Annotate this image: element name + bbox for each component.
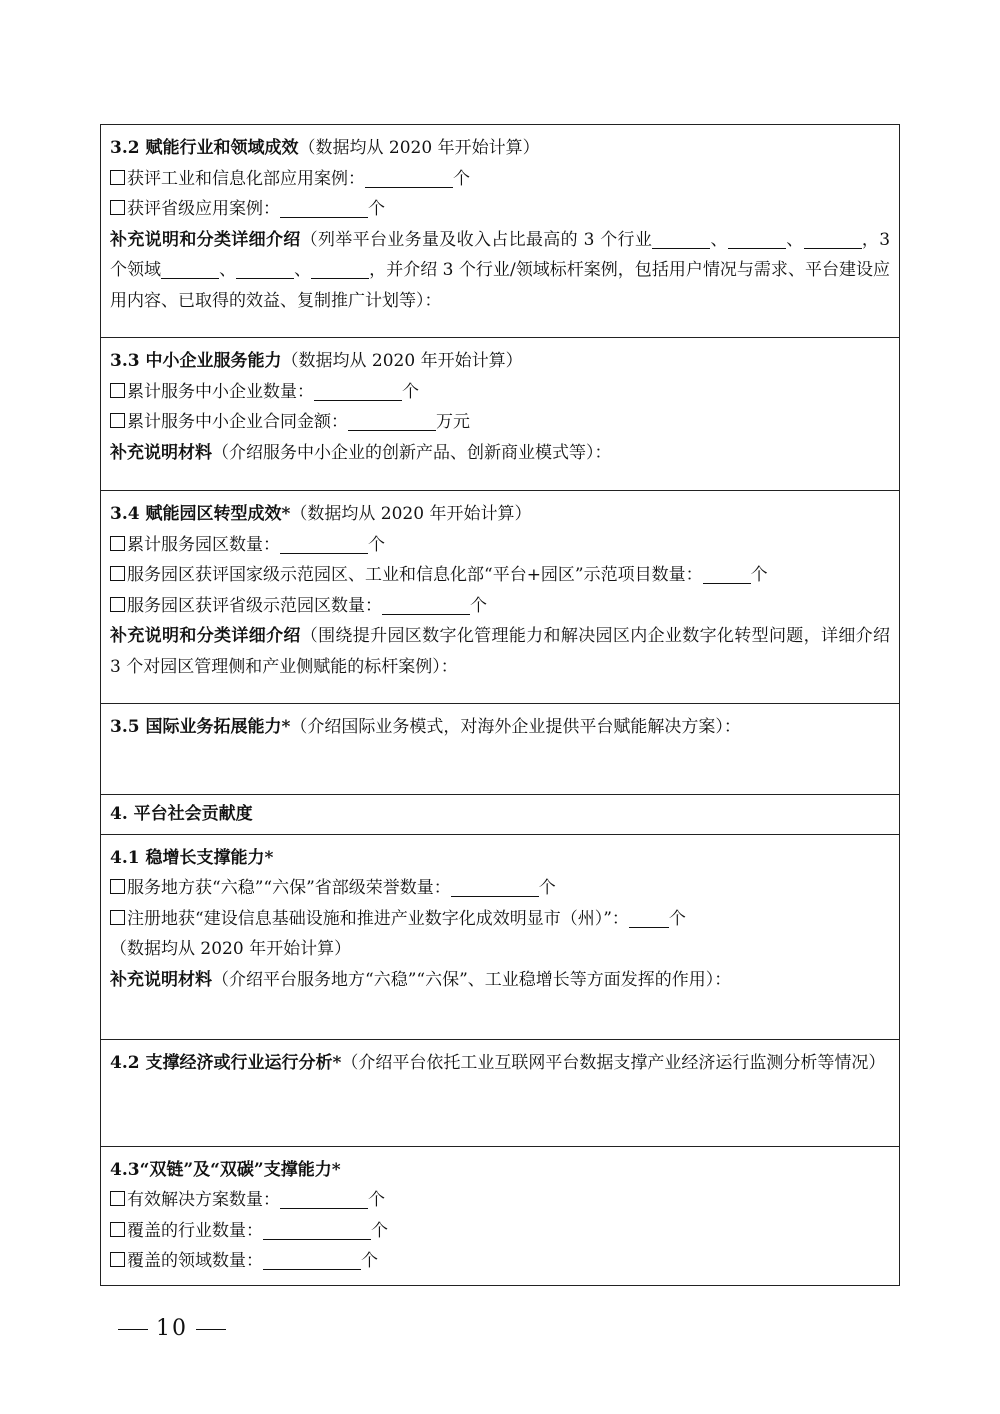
section-4-1-item-1: 服务地方获“六稳”“六保”省部级荣誉数量： 个 [110,873,890,904]
section-3-4-item-2: 服务园区获评国家级示范园区、工业和信息化部“平台+园区”示范项目数量： 个 [110,560,890,591]
section-3-2-note: （数据均从 2020 年开始计算） [298,138,540,158]
checkbox[interactable] [110,1252,125,1267]
checkbox[interactable] [110,1222,125,1237]
section-3-4-supplement: 补充说明和分类详细介绍（围绕提升园区数字化管理能力和解决园区内企业数字化转型问题，详细介绍 3 个对园区管理侧和产业侧赋能的标杆案例）： [110,626,890,677]
section-4-3-item-1: 有效解决方案数量： 个 [110,1185,890,1216]
section-4-1-row [101,834,900,1039]
section-4-1-note: （数据均从 2020 年开始计算） [110,939,352,959]
section-4-3-heading: 4.3“双链”及“双碳”支撑能力* [110,1159,341,1180]
section-3-5-text: （介绍国际业务模式，对海外企业提供平台赋能解决方案）： [290,717,741,737]
section-4-3-item-2: 覆盖的行业数量： 个 [110,1216,890,1247]
section-4-cell [101,795,900,835]
section-3-2-item-2: 获评省级应用案例： 个 [110,194,890,225]
checkbox[interactable] [110,910,125,925]
fill-blank[interactable] [652,228,710,249]
section-3-3-row [101,338,900,491]
section-3-4-cell [101,491,900,704]
fill-blank[interactable] [280,1188,368,1209]
section-4-1-supplement: 补充说明材料（介绍平台服务地方“六稳”“六保”、工业稳增长等方面发挥的作用）： [110,969,732,990]
section-3-2-item-1: 获评工业和信息化部应用案例： 个 [110,164,890,195]
section-3-3-item-1: 累计服务中小企业数量： 个 [110,377,890,408]
section-4-row [101,795,900,835]
section-4-2-heading: 4.2 支撑经济或行业运行分析* [110,1052,342,1073]
checkbox[interactable] [110,383,125,398]
section-3-2-heading: 3.2 赋能行业和领域成效 [110,138,299,158]
section-4-heading: 4. 平台社会贡献度 [110,804,253,824]
section-3-5-cell [101,704,900,795]
dash-left [118,1329,148,1330]
fill-blank[interactable] [382,594,470,615]
checkbox[interactable] [110,597,125,612]
section-4-2-cell [101,1039,900,1146]
page-footer [110,1316,234,1341]
section-4-2-row [101,1039,900,1146]
section-3-4-note: （数据均从 2020 年开始计算） [290,504,532,524]
application-form-table [100,124,900,1286]
section-3-4-item-1: 累计服务园区数量： 个 [110,530,890,561]
section-4-3-cell [101,1146,900,1285]
section-3-3-supplement: 补充说明材料（介绍服务中小企业的创新产品、创新商业模式等）： [110,442,612,463]
checkbox[interactable] [110,1191,125,1206]
section-4-1-item-2: 注册地获“建设信息基础设施和推进产业数字化成效明显市（州）”： 个 [110,904,890,935]
fill-blank[interactable] [348,410,436,431]
fill-blank[interactable] [236,258,294,279]
dash-right [196,1329,226,1330]
section-3-4-item-3: 服务园区获评省级示范园区数量： 个 [110,591,890,622]
section-3-3-cell [101,338,900,491]
checkbox[interactable] [110,200,125,215]
section-3-4-heading: 3.4 赋能园区转型成效* [110,504,291,524]
section-3-3-note: （数据均从 2020 年开始计算） [281,351,523,371]
checkbox[interactable] [110,536,125,551]
fill-blank[interactable] [311,258,369,279]
fill-blank[interactable] [728,228,786,249]
section-4-1-cell [101,834,900,1039]
section-3-3-item-2: 累计服务中小企业合同金额： 万元 [110,407,890,438]
fill-blank[interactable] [263,1219,371,1240]
section-3-3-heading: 3.3 中小企业服务能力 [110,351,282,371]
section-3-2-row [101,125,900,338]
fill-blank[interactable] [280,197,368,218]
section-4-1-heading: 4.1 稳增长支撑能力* [110,847,274,868]
checkbox[interactable] [110,566,125,581]
section-4-2-text: （介绍平台依托工业互联网平台数据支撑产业经济运行监测分析等情况） [341,1052,886,1073]
section-4-3-row [101,1146,900,1285]
fill-blank[interactable] [280,533,368,554]
fill-blank[interactable] [451,876,539,897]
section-3-2-cell [101,125,900,338]
fill-blank[interactable] [365,167,453,188]
fill-blank[interactable] [263,1249,361,1270]
section-3-5-row [101,704,900,795]
page-number: 10 [156,1316,188,1341]
section-4-2-content [110,1048,890,1079]
section-3-4-row [101,491,900,704]
fill-blank[interactable] [703,563,751,584]
checkbox[interactable] [110,879,125,894]
fill-blank[interactable] [314,380,402,401]
fill-blank[interactable] [629,907,669,928]
section-4-3-item-3: 覆盖的领域数量： 个 [110,1246,890,1277]
section-3-5-heading: 3.5 国际业务拓展能力* [110,717,291,737]
section-3-2-supplement: 补充说明和分类详细介绍（列举平台业务量及收入占比最高的 3 个行业 、 、 ，3 个领域 、 、 ，并介绍 3 个行业/领域标杆案例，包括用户情况与需求、平台建设应用内容、已取得的效益、复制推广计划等）： [110,229,891,311]
fill-blank[interactable] [161,258,219,279]
fill-blank[interactable] [804,228,862,249]
checkbox[interactable] [110,170,125,185]
checkbox[interactable] [110,413,125,428]
